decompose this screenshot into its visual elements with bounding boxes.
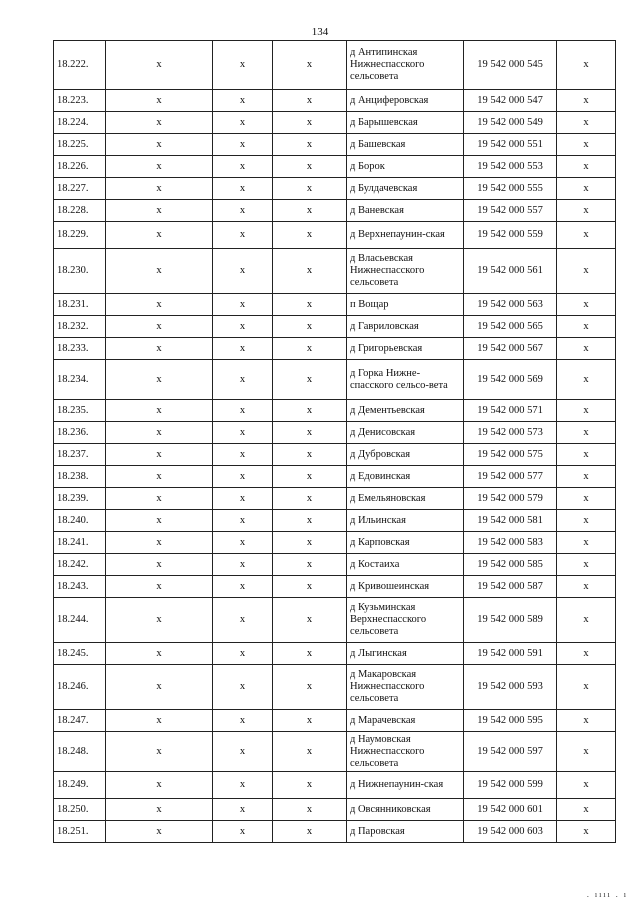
row-number: 18.234. (54, 360, 106, 400)
cell-x: х (557, 249, 616, 294)
row-number: 18.236. (54, 422, 106, 444)
oktmo-code: 19 542 000 551 (464, 134, 557, 156)
cell-x: х (106, 249, 213, 294)
table-row (54, 200, 616, 222)
table-row (54, 732, 616, 772)
settlement-name: д Ильинская (347, 510, 464, 532)
cell-x: х (273, 338, 347, 360)
cell-x: х (213, 488, 273, 510)
table-row (54, 466, 616, 488)
oktmo-code: 19 542 000 567 (464, 338, 557, 360)
table-row (54, 41, 616, 90)
oktmo-code: 19 542 000 565 (464, 316, 557, 338)
cell-x: х (557, 576, 616, 598)
cell-x: х (557, 156, 616, 178)
cell-x: х (273, 510, 347, 532)
cell-x: х (273, 532, 347, 554)
cell-x: х (273, 222, 347, 249)
cell-x: х (213, 665, 273, 710)
settlement-name: д Кузьминская Верхнеспасского сельсовета (347, 598, 464, 643)
table-row (54, 710, 616, 732)
cell-x: х (273, 710, 347, 732)
oktmo-code: 19 542 000 603 (464, 821, 557, 843)
settlement-name: д Марачевская (347, 710, 464, 732)
cell-x: х (106, 532, 213, 554)
settlement-name: д Едовинская (347, 466, 464, 488)
cell-x: х (106, 316, 213, 338)
settlement-name: п Вощар (347, 294, 464, 316)
cell-x: х (106, 488, 213, 510)
cell-x: х (213, 466, 273, 488)
cell-x: х (106, 554, 213, 576)
cell-x: х (557, 444, 616, 466)
oktmo-code: 19 542 000 575 (464, 444, 557, 466)
table-row (54, 598, 616, 643)
cell-x: х (557, 41, 616, 90)
cell-x: х (273, 665, 347, 710)
oktmo-code: 19 542 000 591 (464, 643, 557, 665)
row-number: 18.244. (54, 598, 106, 643)
row-number: 18.232. (54, 316, 106, 338)
settlement-name: д Лыгинская (347, 643, 464, 665)
settlements-table (53, 40, 616, 843)
oktmo-code: 19 542 000 559 (464, 222, 557, 249)
oktmo-code: 19 542 000 601 (464, 799, 557, 821)
oktmo-code: 19 542 000 577 (464, 466, 557, 488)
cell-x: х (557, 732, 616, 772)
oktmo-code: 19 542 000 561 (464, 249, 557, 294)
cell-x: х (213, 732, 273, 772)
cell-x: х (273, 41, 347, 90)
table-row (54, 338, 616, 360)
cell-x: х (557, 554, 616, 576)
page-number: 134 (311, 26, 329, 38)
cell-x: х (213, 90, 273, 112)
cell-x: х (106, 90, 213, 112)
table-row (54, 249, 616, 294)
cell-x: х (213, 249, 273, 294)
cell-x: х (213, 294, 273, 316)
cell-x: х (273, 488, 347, 510)
oktmo-code: 19 542 000 595 (464, 710, 557, 732)
table-row (54, 422, 616, 444)
table-row (54, 316, 616, 338)
oktmo-code: 19 542 000 553 (464, 156, 557, 178)
row-number: 18.247. (54, 710, 106, 732)
cell-x: х (273, 444, 347, 466)
oktmo-code: 19 542 000 579 (464, 488, 557, 510)
row-number: 18.241. (54, 532, 106, 554)
settlement-name: д Григорьевская (347, 338, 464, 360)
cell-x: х (557, 710, 616, 732)
row-number: 18.222. (54, 41, 106, 90)
cell-x: х (213, 112, 273, 134)
settlement-name: д Антипинская Нижнеспасского сельсовета (347, 41, 464, 90)
cell-x: х (273, 294, 347, 316)
settlement-name: д Борок (347, 156, 464, 178)
cell-x: х (106, 444, 213, 466)
cell-x: х (213, 316, 273, 338)
cell-x: х (213, 532, 273, 554)
cell-x: х (557, 422, 616, 444)
cell-x: х (273, 466, 347, 488)
cell-x: х (557, 294, 616, 316)
oktmo-code: 19 542 000 547 (464, 90, 557, 112)
cell-x: х (273, 598, 347, 643)
settlement-name: д Костаиха (347, 554, 464, 576)
table-row (54, 643, 616, 665)
cell-x: х (106, 294, 213, 316)
cell-x: х (213, 41, 273, 90)
table-row (54, 178, 616, 200)
row-number: 18.225. (54, 134, 106, 156)
oktmo-code: 19 542 000 599 (464, 772, 557, 799)
settlement-name: д Кривошеинская (347, 576, 464, 598)
cell-x: х (106, 360, 213, 400)
cell-x: х (213, 222, 273, 249)
cell-x: х (106, 41, 213, 90)
cell-x: х (213, 156, 273, 178)
cell-x: х (106, 134, 213, 156)
cell-x: х (106, 338, 213, 360)
cell-x: х (106, 643, 213, 665)
row-number: 18.237. (54, 444, 106, 466)
cell-x: х (213, 821, 273, 843)
cell-x: х (557, 510, 616, 532)
cell-x: х (106, 156, 213, 178)
row-number: 18.245. (54, 643, 106, 665)
oktmo-code: 19 542 000 585 (464, 554, 557, 576)
cell-x: х (273, 249, 347, 294)
settlement-name: д Овсянниковская (347, 799, 464, 821)
cell-x: х (557, 400, 616, 422)
table-row (54, 821, 616, 843)
settlement-name: д Паровская (347, 821, 464, 843)
table-row (54, 554, 616, 576)
settlement-name: д Ваневская (347, 200, 464, 222)
row-number: 18.243. (54, 576, 106, 598)
cell-x: х (557, 821, 616, 843)
row-number: 18.224. (54, 112, 106, 134)
cell-x: х (106, 821, 213, 843)
table-row (54, 576, 616, 598)
cell-x: х (213, 576, 273, 598)
cell-x: х (106, 112, 213, 134)
cell-x: х (213, 400, 273, 422)
settlement-name: д Денисовская (347, 422, 464, 444)
cell-x: х (106, 710, 213, 732)
settlement-name: д Карповская (347, 532, 464, 554)
table-row (54, 156, 616, 178)
cell-x: х (106, 732, 213, 772)
cell-x: х (557, 532, 616, 554)
settlement-name: д Барышевская (347, 112, 464, 134)
row-number: 18.223. (54, 90, 106, 112)
oktmo-code: 19 542 000 549 (464, 112, 557, 134)
cell-x: х (557, 200, 616, 222)
table-row (54, 294, 616, 316)
cell-x: х (213, 643, 273, 665)
table-row (54, 488, 616, 510)
oktmo-code: 19 542 000 569 (464, 360, 557, 400)
cell-x: х (213, 178, 273, 200)
cell-x: х (213, 134, 273, 156)
cell-x: х (106, 422, 213, 444)
row-number: 18.239. (54, 488, 106, 510)
oktmo-code: 19 542 000 545 (464, 41, 557, 90)
settlement-name: д Башевская (347, 134, 464, 156)
row-number: 18.226. (54, 156, 106, 178)
table-row (54, 510, 616, 532)
cell-x: х (273, 200, 347, 222)
cell-x: х (557, 360, 616, 400)
cell-x: х (213, 598, 273, 643)
scan-marks: . ıııı . ı (586, 890, 628, 899)
settlement-name: д Емельяновская (347, 488, 464, 510)
settlement-name: д Макаровская Нижнеспасского сельсовета (347, 665, 464, 710)
cell-x: х (213, 360, 273, 400)
cell-x: х (557, 488, 616, 510)
row-number: 18.248. (54, 732, 106, 772)
row-number: 18.250. (54, 799, 106, 821)
cell-x: х (273, 422, 347, 444)
cell-x: х (273, 554, 347, 576)
cell-x: х (273, 112, 347, 134)
settlement-name: д Наумовская Нижнеспасского сельсовета (347, 732, 464, 772)
cell-x: х (106, 598, 213, 643)
oktmo-code: 19 542 000 555 (464, 178, 557, 200)
table-row (54, 665, 616, 710)
cell-x: х (213, 710, 273, 732)
cell-x: х (213, 799, 273, 821)
cell-x: х (557, 643, 616, 665)
cell-x: х (273, 772, 347, 799)
cell-x: х (273, 178, 347, 200)
row-number: 18.238. (54, 466, 106, 488)
table-row (54, 112, 616, 134)
cell-x: х (106, 799, 213, 821)
oktmo-code: 19 542 000 573 (464, 422, 557, 444)
row-number: 18.230. (54, 249, 106, 294)
table-row (54, 799, 616, 821)
cell-x: х (557, 134, 616, 156)
cell-x: х (106, 178, 213, 200)
cell-x: х (273, 576, 347, 598)
cell-x: х (213, 510, 273, 532)
cell-x: х (273, 799, 347, 821)
row-number: 18.246. (54, 665, 106, 710)
cell-x: х (106, 510, 213, 532)
settlement-name: д Булдачевская (347, 178, 464, 200)
settlement-name: д Анциферовская (347, 90, 464, 112)
cell-x: х (557, 178, 616, 200)
cell-x: х (106, 222, 213, 249)
table-row (54, 134, 616, 156)
oktmo-code: 19 542 000 563 (464, 294, 557, 316)
cell-x: х (273, 156, 347, 178)
oktmo-code: 19 542 000 571 (464, 400, 557, 422)
table-row (54, 444, 616, 466)
cell-x: х (557, 222, 616, 249)
settlement-name: д Власьевская Нижнеспасского сельсовета (347, 249, 464, 294)
settlement-name: д Дементьевская (347, 400, 464, 422)
cell-x: х (106, 400, 213, 422)
table-row (54, 90, 616, 112)
cell-x: х (557, 799, 616, 821)
cell-x: х (273, 360, 347, 400)
cell-x: х (557, 90, 616, 112)
table-row (54, 360, 616, 400)
cell-x: х (106, 200, 213, 222)
table-row (54, 222, 616, 249)
settlement-name: д Нижнепаунин-ская (347, 772, 464, 799)
cell-x: х (106, 576, 213, 598)
cell-x: х (213, 772, 273, 799)
oktmo-code: 19 542 000 597 (464, 732, 557, 772)
oktmo-code: 19 542 000 557 (464, 200, 557, 222)
cell-x: х (213, 554, 273, 576)
cell-x: х (557, 466, 616, 488)
cell-x: х (273, 400, 347, 422)
settlement-name: д Дубровская (347, 444, 464, 466)
row-number: 18.228. (54, 200, 106, 222)
cell-x: х (106, 466, 213, 488)
settlement-name: д Гавриловская (347, 316, 464, 338)
cell-x: х (273, 821, 347, 843)
cell-x: х (273, 732, 347, 772)
row-number: 18.240. (54, 510, 106, 532)
cell-x: х (557, 665, 616, 710)
oktmo-code: 19 542 000 593 (464, 665, 557, 710)
cell-x: х (213, 422, 273, 444)
cell-x: х (557, 598, 616, 643)
table-body (54, 41, 616, 843)
settlement-name: д Верхнепаунин-ская (347, 222, 464, 249)
settlement-name: д Горка Нижне-спасского сельсо-вета (347, 360, 464, 400)
row-number: 18.251. (54, 821, 106, 843)
cell-x: х (213, 444, 273, 466)
cell-x: х (557, 316, 616, 338)
cell-x: х (273, 316, 347, 338)
row-number: 18.235. (54, 400, 106, 422)
cell-x: х (273, 643, 347, 665)
cell-x: х (557, 338, 616, 360)
row-number: 18.242. (54, 554, 106, 576)
table-row (54, 532, 616, 554)
table-row (54, 772, 616, 799)
cell-x: х (557, 772, 616, 799)
row-number: 18.231. (54, 294, 106, 316)
cell-x: х (273, 90, 347, 112)
row-number: 18.229. (54, 222, 106, 249)
cell-x: х (106, 665, 213, 710)
row-number: 18.233. (54, 338, 106, 360)
cell-x: х (213, 338, 273, 360)
oktmo-code: 19 542 000 583 (464, 532, 557, 554)
cell-x: х (106, 772, 213, 799)
row-number: 18.249. (54, 772, 106, 799)
cell-x: х (213, 200, 273, 222)
oktmo-code: 19 542 000 589 (464, 598, 557, 643)
oktmo-code: 19 542 000 587 (464, 576, 557, 598)
cell-x: х (557, 112, 616, 134)
row-number: 18.227. (54, 178, 106, 200)
oktmo-code: 19 542 000 581 (464, 510, 557, 532)
table-row (54, 400, 616, 422)
cell-x: х (273, 134, 347, 156)
